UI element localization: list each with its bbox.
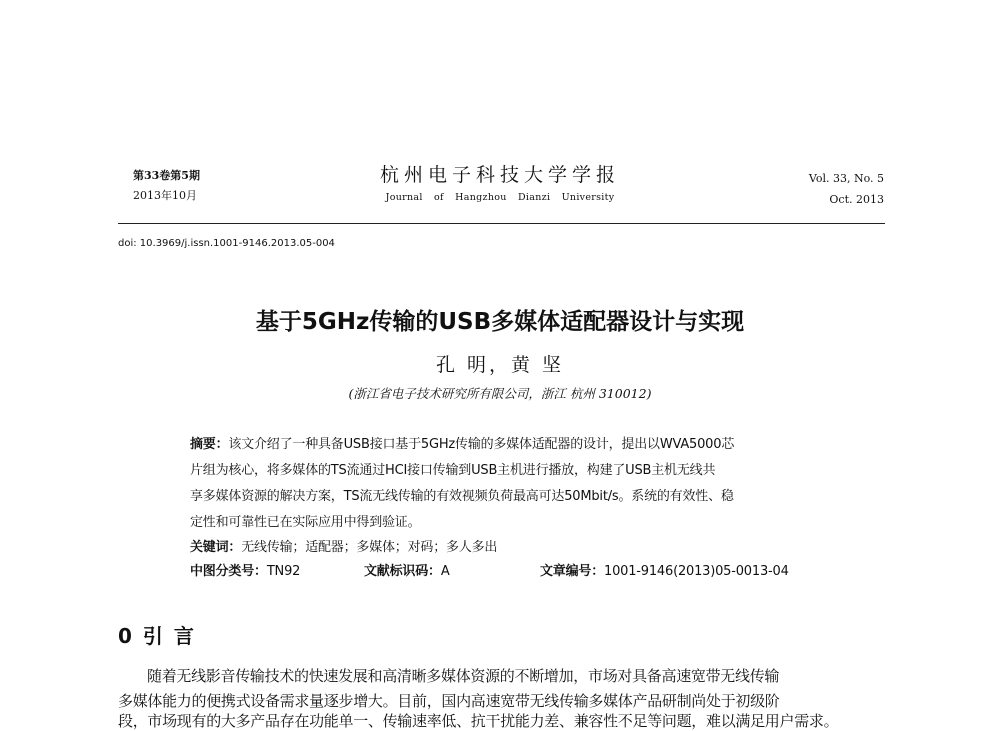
affiliation: (浙江省电子技术研究所有限公司，浙江 杭州 310012) [348,386,652,401]
journal-title-en: Journal of Hangzhou Dianzi University [385,192,615,203]
document-code [364,560,450,579]
article-number [540,560,789,579]
keywords [190,536,497,555]
clc-label: 中图分类号： [190,564,267,579]
article-number-label: 文章编号： [540,564,605,579]
document-code-value: A [440,564,450,579]
paper-title: 基于5GHz传输的USB多媒体适配器设计与实现 [255,309,745,335]
section-heading: 0 引 言 [118,624,196,648]
clc-number [190,560,300,579]
keywords-value: 无线传输；适配器；多媒体；对码；多人多出 [241,540,498,555]
abstract-line: 该文介绍了一种具备USB接口基于5GHz传输的多媒体适配器的设计，提出以WVA5000芯 [228,437,735,452]
abstract-line: 定性和可靠性已在实际应用中得到验证。 [190,515,421,530]
abstract-line: 片组为核心，将多媒体的TS流通过HCI接口传输到USB主机进行播放，构建了USB主机无线共 [190,463,716,478]
header-rule [118,223,885,224]
keywords-label: 关键词： [190,540,242,555]
journal-title-cn: 杭州电子科技大学学报 [379,164,620,186]
article-number-value: 1001-9146(2013)05-0013-04 [604,564,789,579]
clc-value: TN92 [266,564,301,579]
body-paragraph-line: 随着无线影音传输技术的快速发展和高清晰多媒体资源的不断增加，市场对具备高速宽带无线传输 [147,667,780,685]
abstract-label: 摘要： [190,437,229,452]
doi: doi: 10.3969/j.issn.1001-9146.2013.05-004 [118,238,335,249]
body-paragraph-line: 多媒体能力的便携式设备需求量逐步增大。目前，国内高速宽带无线传输多媒体产品研制尚处于初级阶 [118,692,780,710]
date-cn: 2013年10月 [133,189,197,202]
body-paragraph-line-cut: 段，市场现有的大多产品存在功能单一、传输速率低、抗干扰能力差、兼容性不足等问题，难以满足用户需求。 [118,712,839,730]
document-code-label: 文献标识码： [364,564,441,579]
volume-issue-en: Vol. 33, No. 5 [808,172,884,185]
authors: 孔 明，黄 坚 [435,354,565,376]
abstract-line: 享多媒体资源的解决方案，TS流无线传输的有效视频负荷最高可达50Mbit/s。系统的有效性、稳 [190,489,734,504]
date-en: Oct. 2013 [829,193,884,206]
volume-issue-cn: 第33卷第5期 [133,169,200,182]
